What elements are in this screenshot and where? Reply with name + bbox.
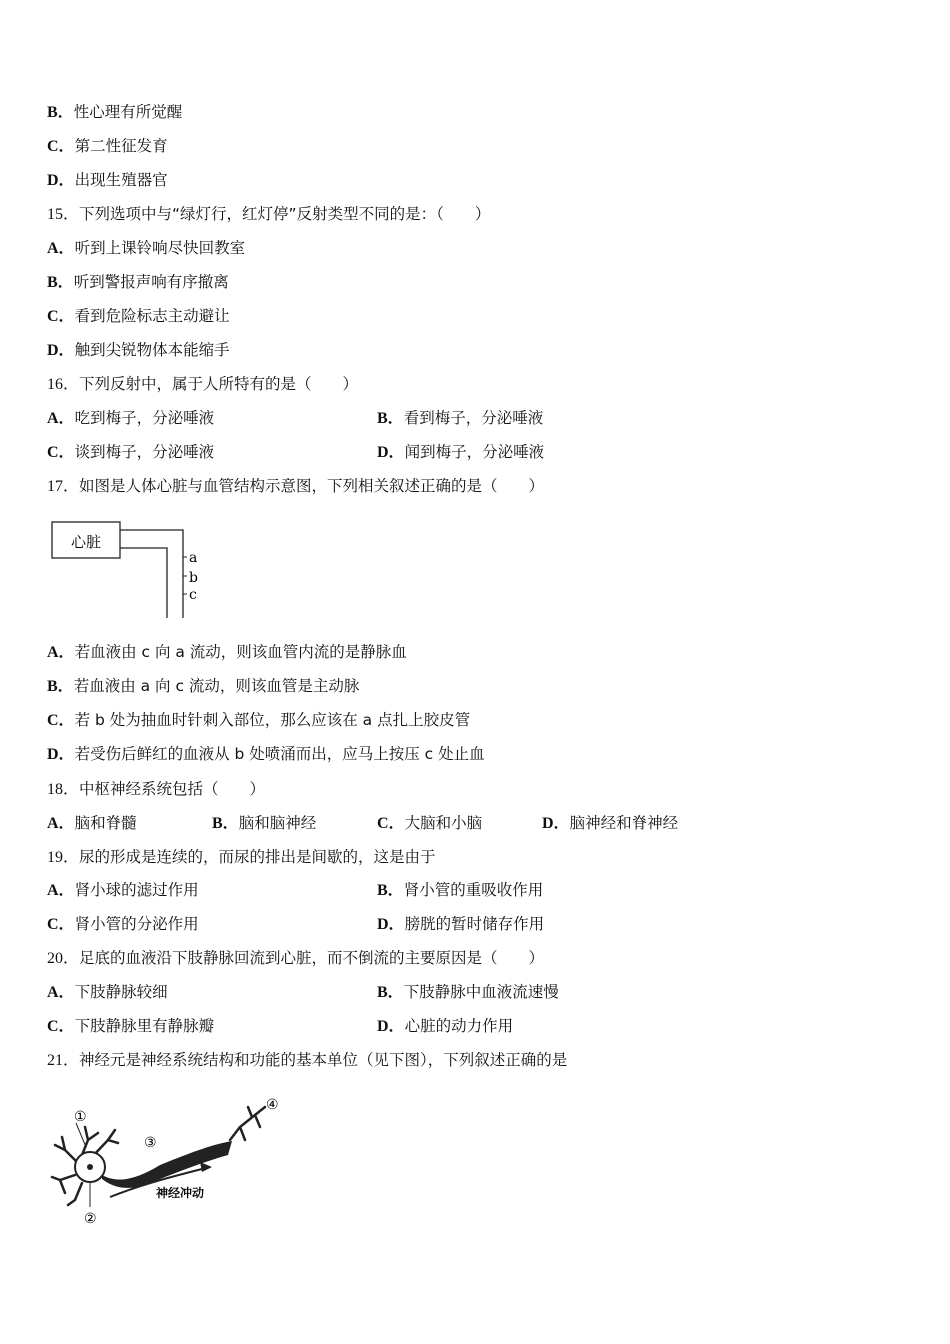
option-text: 心脏的动力作用 <box>404 1017 514 1035</box>
option-text: 谈到梅子，分泌唾液 <box>74 443 215 461</box>
option-label: D． <box>47 172 75 189</box>
option-text: 听到警报声响有序撤离 <box>73 273 229 291</box>
option-text: 看到危险标志主动避让 <box>74 307 230 325</box>
question-text: 神经元是神经系统结构和功能的基本单位（见下图），下列叙述正确的是 <box>79 1051 568 1069</box>
option-text: 肾小管的重吸收作用 <box>403 881 544 899</box>
marker-4: ④ <box>266 1097 279 1113</box>
q16-stem <box>47 374 358 395</box>
option-text: 若血液由 c 向 a 流动，则该血管内流的是静脉血 <box>74 643 407 661</box>
q21-stem <box>47 1050 567 1071</box>
q18-option-c <box>377 813 482 834</box>
vessel-outer-wall <box>120 530 183 618</box>
q17-option-a <box>47 642 407 663</box>
q20-option-b <box>377 982 559 1003</box>
option-text: 肾小球的滤过作用 <box>74 881 199 899</box>
option-label: B． <box>377 410 404 427</box>
nucleus <box>87 1164 93 1170</box>
q19-option-d <box>377 914 544 935</box>
q18-option-b <box>212 813 316 834</box>
option-text: 闻到梅子，分泌唾液 <box>404 443 545 461</box>
neuron-diagram <box>40 1085 300 1235</box>
option-label: D． <box>47 746 75 763</box>
option-text: 大脑和小脑 <box>404 814 483 832</box>
vessel-inner-wall <box>120 548 167 618</box>
q20-option-d <box>377 1016 513 1037</box>
option-label: B． <box>212 815 239 832</box>
option-label: B． <box>377 984 404 1001</box>
q18-option-d <box>542 813 678 834</box>
option-label: C． <box>377 815 405 832</box>
option-text: 下肢静脉较细 <box>74 983 168 1001</box>
option-text: 触到尖锐物体本能缩手 <box>74 341 230 359</box>
question-number: 19． <box>47 849 80 866</box>
q19-option-c <box>47 914 199 935</box>
option-label: B． <box>47 678 74 695</box>
axon-myelin <box>102 1141 232 1188</box>
point-c-label: c <box>189 587 197 603</box>
q19-stem <box>47 847 436 868</box>
option-text: 膀胱的暂时储存作用 <box>404 915 545 933</box>
marker-3: ③ <box>144 1135 157 1151</box>
q16-option-b <box>377 408 543 429</box>
q16-option-a <box>47 408 214 429</box>
marker-2: ② <box>84 1211 97 1227</box>
option-label: C． <box>47 1018 75 1035</box>
q20-option-c <box>47 1016 214 1037</box>
option-label: A． <box>47 815 75 832</box>
q15-option-a <box>47 238 245 259</box>
marker-1: ① <box>74 1109 87 1125</box>
question-text: 如图是人体心脏与血管结构示意图，下列相关叙述正确的是（ ） <box>79 477 545 495</box>
option-label: B． <box>47 274 74 291</box>
question-number: 16． <box>47 376 80 393</box>
question-text: 尿的形成是连续的，而尿的排出是间歇的，这是由于 <box>79 848 436 866</box>
option-text: 脑和脑神经 <box>238 814 317 832</box>
point-a-label: a <box>189 550 198 566</box>
option-label: C． <box>47 308 75 325</box>
option-label: D． <box>542 815 570 832</box>
point-b-label: b <box>189 570 198 586</box>
option-label: C． <box>47 712 75 729</box>
q19-option-a <box>47 880 199 901</box>
option-label: C． <box>47 916 75 933</box>
question-text: 中枢神经系统包括（ ） <box>79 780 266 798</box>
option-label: D． <box>47 342 75 359</box>
q14-option-b <box>47 102 182 123</box>
option-text: 下肢静脉中血液流速慢 <box>403 983 559 1001</box>
q16-option-c <box>47 442 214 463</box>
option-text: 肾小管的分泌作用 <box>74 915 199 933</box>
heart-vessel-diagram <box>40 510 220 630</box>
option-text: 脑神经和脊神经 <box>569 814 679 832</box>
option-label: C． <box>47 444 75 461</box>
option-label: B． <box>47 104 74 121</box>
option-text: 出现生殖器官 <box>74 171 168 189</box>
question-number: 20． <box>47 950 80 967</box>
option-text: 若 b 处为抽血时针刺入部位，那么应该在 a 点扎上胶皮管 <box>74 711 471 729</box>
option-text: 听到上课铃响尽快回教室 <box>74 239 246 257</box>
option-label: A． <box>47 410 75 427</box>
q17-stem <box>47 476 544 497</box>
q17-option-c <box>47 710 470 731</box>
q15-option-d <box>47 340 230 361</box>
option-text: 性心理有所觉醒 <box>73 103 183 121</box>
arrow-head <box>200 1162 212 1172</box>
q18-option-a <box>47 813 137 834</box>
q18-stem <box>47 779 265 800</box>
nerve-impulse-caption: 神经冲动 <box>156 1186 205 1200</box>
q15-option-c <box>47 306 230 327</box>
option-text: 看到梅子，分泌唾液 <box>403 409 544 427</box>
question-number: 21． <box>47 1052 80 1069</box>
option-label: D． <box>377 444 405 461</box>
q17-option-b <box>47 676 359 697</box>
option-label: A． <box>47 882 75 899</box>
heart-label: 心脏 <box>70 533 102 551</box>
option-text: 若血液由 a 向 c 流动，则该血管是主动脉 <box>73 677 360 695</box>
q17-option-d <box>47 744 485 765</box>
q20-stem <box>47 948 544 969</box>
option-label: A． <box>47 984 75 1001</box>
q15-option-b <box>47 272 229 293</box>
question-text: 下列反射中，属于人所特有的是（ ） <box>79 375 359 393</box>
option-label: D． <box>377 916 405 933</box>
q14-option-d <box>47 170 168 191</box>
option-text: 第二性征发育 <box>74 137 168 155</box>
q20-option-a <box>47 982 168 1003</box>
option-label: A． <box>47 644 75 661</box>
option-label: B． <box>377 882 404 899</box>
option-label: D． <box>377 1018 405 1035</box>
question-number: 18． <box>47 781 80 798</box>
question-text: 足底的血液沿下肢静脉回流到心脏，而不倒流的主要原因是（ ） <box>79 949 545 967</box>
question-number: 15． <box>47 206 80 223</box>
option-text: 脑和脊髓 <box>74 814 137 832</box>
option-text: 下肢静脉里有静脉瓣 <box>74 1017 215 1035</box>
q19-option-b <box>377 880 543 901</box>
q16-option-d <box>377 442 544 463</box>
option-text: 若受伤后鲜红的血液从 b 处喷涌而出，应马上按压 c 处止血 <box>74 745 485 763</box>
option-text: 吃到梅子，分泌唾液 <box>74 409 215 427</box>
q15-stem <box>47 204 490 225</box>
q14-option-c <box>47 136 168 157</box>
question-number: 17． <box>47 478 80 495</box>
question-text: 下列选项中与“绿灯行，红灯停”反射类型不同的是：（ ） <box>79 205 491 223</box>
option-label: C． <box>47 138 75 155</box>
option-label: A． <box>47 240 75 257</box>
